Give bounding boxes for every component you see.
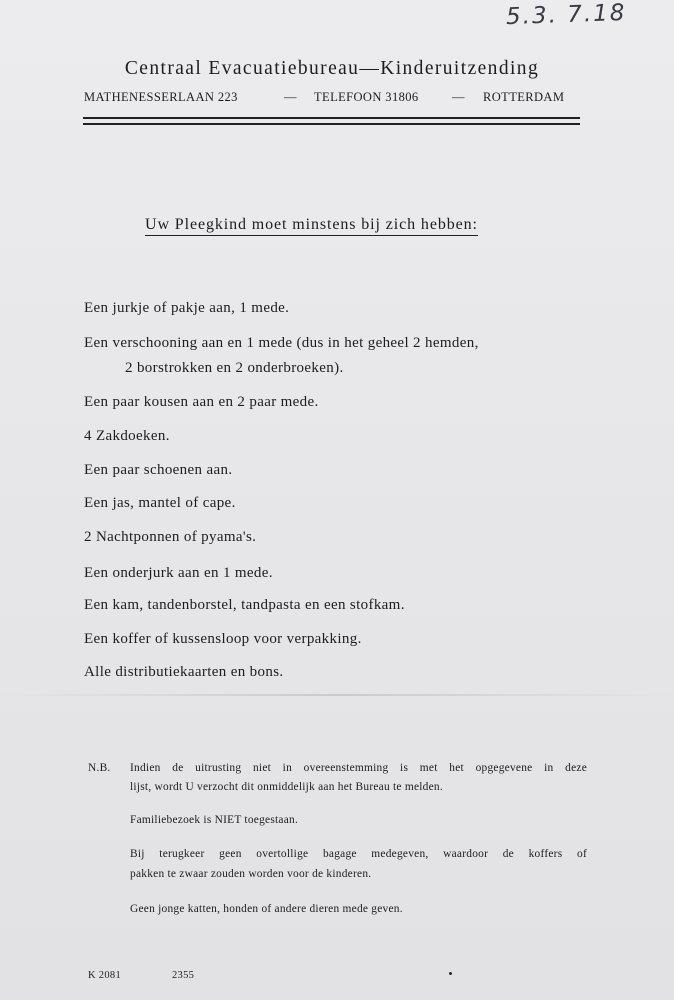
list-item: 2 Nachtponnen of pyama's. <box>84 529 257 545</box>
print-mark <box>449 972 452 975</box>
telephone-number: TELEFOON 31806 <box>314 90 419 104</box>
street-address: MATHENESSERLAAN 223 <box>84 90 238 104</box>
footer-number: 2355 <box>172 970 195 981</box>
city: ROTTERDAM <box>483 90 565 104</box>
note-no-family-visits: Familiebezoek is NIET toegestaan. <box>130 814 299 826</box>
list-item: Een kam, tandenborstel, tandpasta en een stofkam. <box>84 597 405 613</box>
letterhead <box>80 58 580 110</box>
list-item: Een jurkje of pakje aan, 1 mede. <box>84 300 290 316</box>
list-item: Een verschooning aan en 1 mede (dus in het geheel 2 hemden, <box>84 335 479 351</box>
address-separator: — <box>452 90 465 104</box>
header-rule-top <box>83 117 580 119</box>
list-item: Alle distributiekaarten en bons. <box>84 664 284 680</box>
list-item: 4 Zakdoeken. <box>84 428 170 444</box>
address-separator: — <box>284 90 297 104</box>
list-item: Een paar kousen aan en 2 paar mede. <box>84 394 319 410</box>
note-luggage-line-2: pakken te zwaar zouden worden voor de kinderen. <box>130 868 372 880</box>
paper-fold-line <box>0 694 674 696</box>
header-rule-bottom <box>83 123 580 125</box>
note-luggage-line-1: Bij terugkeer geen overtollige bagage medegeven, waardoor de koffers of <box>130 848 587 860</box>
handwritten-annotation: 5.3. 7.18 <box>505 0 627 31</box>
list-item: Een onderjurk aan en 1 mede. <box>84 565 273 581</box>
footer-code: K 2081 <box>88 970 122 981</box>
note-equipment-line-2: lijst, wordt U verzocht dit onmiddelijk aan het Bureau te melden. <box>130 781 443 793</box>
address-line <box>80 90 580 110</box>
organization-name: Centraal Evacuatiebureau—Kinderuitzending <box>124 58 540 79</box>
list-item: Een koffer of kussensloop voor verpakking. <box>84 631 362 647</box>
nb-label: N.B. <box>88 762 111 774</box>
list-item: Een paar schoenen aan. <box>84 462 233 478</box>
note-equipment-line-1: Indien de uitrusting niet in overeenstemming is met het opgegevene in deze <box>130 762 587 774</box>
list-item-continuation: 2 borstrokken en 2 onderbroeken). <box>125 360 344 376</box>
list-heading: Uw Pleegkind moet minstens bij zich hebben: <box>145 216 478 236</box>
note-no-pets: Geen jonge katten, honden of andere dieren mede geven. <box>130 903 403 915</box>
list-item: Een jas, mantel of cape. <box>84 495 236 511</box>
